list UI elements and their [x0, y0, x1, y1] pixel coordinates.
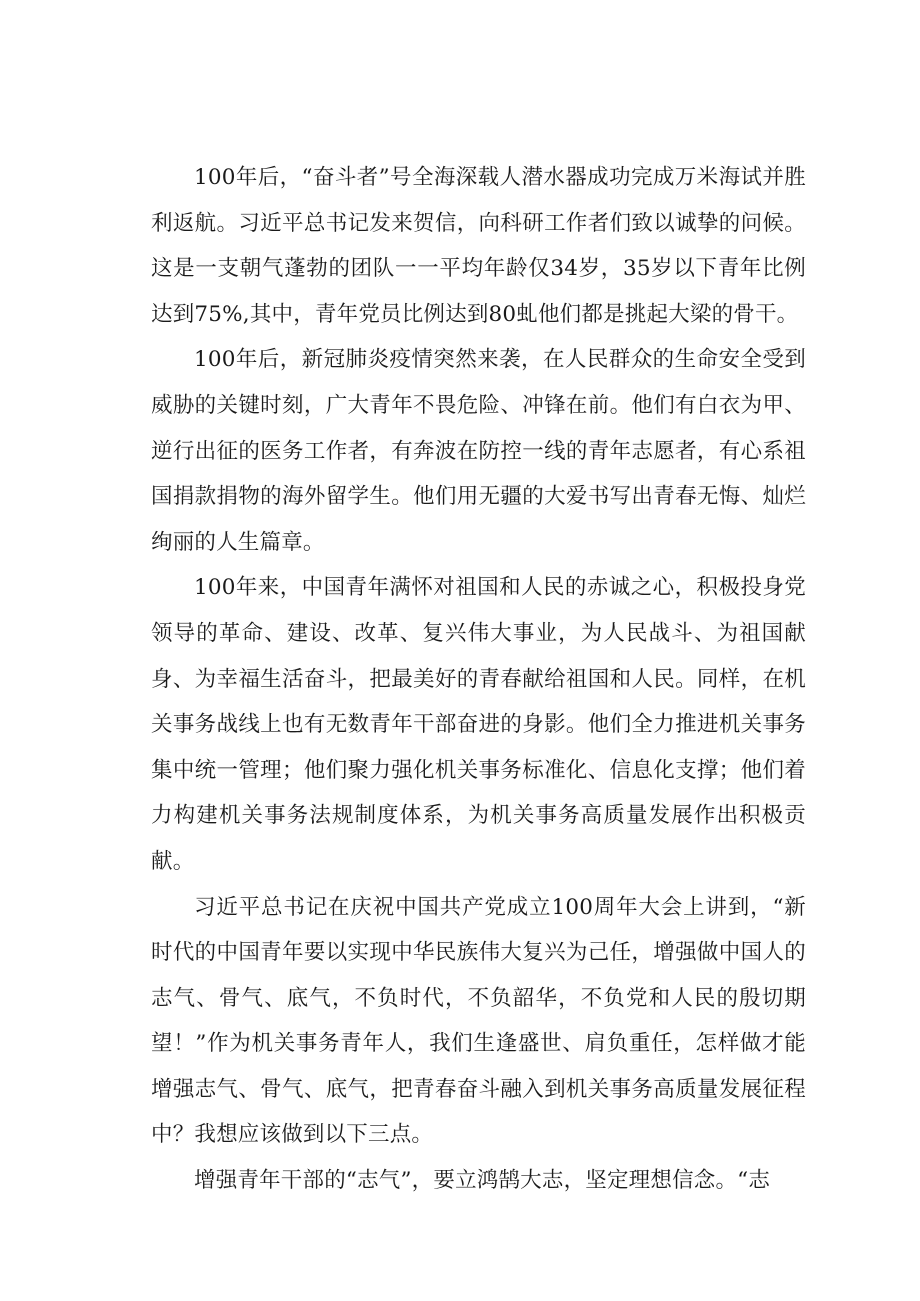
paragraph-2: 100年后，新冠肺炎疫情突然来袭，在人民群众的生命安全受到威胁的关键时刻，广大青年不畏危险、冲锋在前。他们有白衣为甲、逆行出征的医务工作者，有奔波在防控一线的青年志愿者，有心系祖国捐款捐物的海外留学生。他们用无疆的大爱书写出青春无悔、灿烂绚丽的人生篇章。 — [151, 347, 806, 555]
paragraph-4: 习近平总书记在庆祝中国共产党成立100周年大会上讲到，“新时代的中国青年要以实现中华民族伟大复兴为己任，增强做中国人的志气、骨气、底气，不负时代，不负韶华，不负党和人民的殷切期望！”作为机关事务青年人，我们生逢盛世、肩负重任，怎样做才能增强志气、骨气、底气，把青春奋斗融入到机关事务高质量发展征程中？我想应该做到以下三点。 — [151, 894, 806, 1148]
document-body — [151, 155, 806, 1204]
paragraph-5: 增强青年干部的“志气”，要立鸿鹄大志，坚定理想信念。“志 — [194, 1168, 771, 1194]
paragraph-1: 100年后，“奋斗者”号全海深载人潜水器成功完成万米海试并胜利返航。习近平总书记发来贺信，向科研工作者们致以诚挚的问候。这是一支朝气蓬勃的团队一一平均年龄仅34岁，35岁以下青年比例达到75%,其中，青年党员比例达到80虬他们都是挑起大梁的骨干。 — [151, 165, 806, 327]
paragraph-3: 100年来，中国青年满怀对祖国和人民的赤诚之心，积极投身党领导的革命、建设、改革、复兴伟大事业，为人民战斗、为祖国献身、为幸福生活奋斗，把最美好的青春献给祖国和人民。同样，在机关事务战线上也有无数青年干部奋进的身影。他们全力推进机关事务集中统一管理；他们聚力强化机关事务标准化、信息化支撑；他们着力构建机关事务法规制度体系，为机关事务高质量发展作出积极贡献。 — [151, 575, 806, 874]
